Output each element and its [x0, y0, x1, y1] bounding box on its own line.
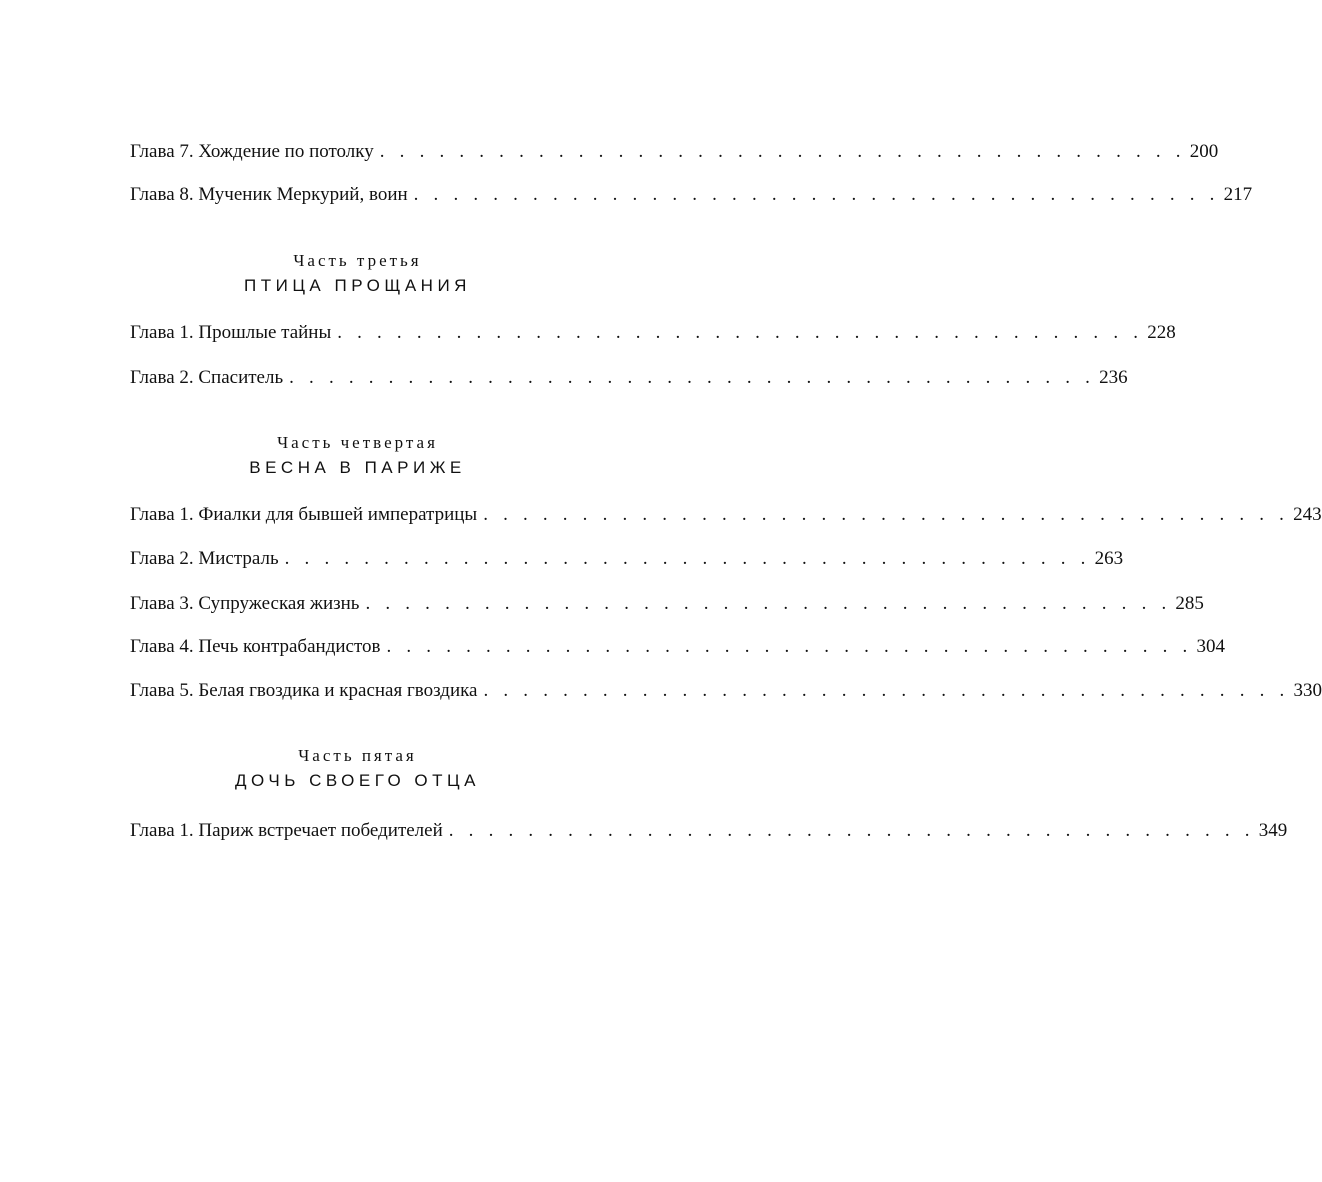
part-label: Часть третья	[293, 251, 422, 270]
toc-entry[interactable]	[130, 180, 1253, 206]
toc-entry[interactable]	[130, 544, 1124, 570]
chapter-title: Глава 4. Печь контрабандистов	[130, 636, 381, 657]
toc-entry[interactable]	[130, 632, 1225, 658]
chapter-title: Глава 5. Белая гвоздика и красная гвоздика	[130, 680, 478, 701]
chapter-title: Глава 1. Париж встречает победителей	[130, 820, 443, 841]
chapter-title: Глава 2. Мистраль	[130, 548, 279, 569]
page-number: 217	[1223, 184, 1253, 205]
page-number: 236	[1099, 367, 1128, 388]
part-title: ВЕСНА В ПАРИЖЕ	[249, 458, 466, 477]
toc-entry[interactable]	[130, 589, 1204, 615]
part-title: ДОЧЬ СВОЕГО ОТЦА	[235, 771, 480, 790]
dot-leader: . . . . . . . . . . . . . . . . . . . . . . . . . . . . . . . . . . . . . . . . .	[289, 367, 1096, 388]
toc-entry[interactable]	[130, 816, 1288, 842]
part-label: Часть пятая	[298, 746, 417, 765]
page-number: 349	[1258, 820, 1288, 841]
dot-leader: . . . . . . . . . . . . . . . . . . . . . . . . . . . . . . . . . . . . . . . . .	[386, 636, 1193, 657]
chapter-title: Глава 1. Прошлые тайны	[130, 322, 332, 343]
part-title: ПТИЦА ПРОЩАНИЯ	[244, 276, 471, 295]
toc-entry[interactable]	[130, 137, 1219, 163]
dot-leader: . . . . . . . . . . . . . . . . . . . . . . . . . . . . . . . . . . . . . . . . .	[284, 548, 1091, 569]
page-number: 285	[1175, 593, 1204, 614]
dot-leader: . . . . . . . . . . . . . . . . . . . . . . . . . . . . . . . . . . . . . . . . .	[448, 820, 1255, 841]
chapter-title: Глава 7. Хождение по потолку	[130, 141, 374, 162]
page-number: 263	[1094, 548, 1124, 569]
page-number: 304	[1196, 636, 1225, 657]
dot-leader: . . . . . . . . . . . . . . . . . . . . . . . . . . . . . . . . . . . . . . . . .	[337, 322, 1144, 343]
chapter-title: Глава 1. Фиалки для бывшей императрицы	[130, 504, 478, 525]
chapter-title: Глава 8. Мученик Меркурий, воин	[130, 184, 408, 205]
part-label: Часть четвертая	[277, 433, 438, 452]
toc-entry[interactable]	[130, 363, 1128, 389]
toc-entry[interactable]	[130, 318, 1176, 344]
dot-leader: . . . . . . . . . . . . . . . . . . . . . . . . . . . . . . . . . . . . . . . . .	[365, 593, 1172, 614]
dot-leader: . . . . . . . . . . . . . . . . . . . . . . . . . . . . . . . . . . . . . . . . .	[483, 504, 1290, 525]
page-number: 228	[1147, 322, 1176, 343]
page-number: 200	[1189, 141, 1219, 162]
dot-leader: . . . . . . . . . . . . . . . . . . . . . . . . . . . . . . . . . . . . . . . . .	[483, 680, 1290, 701]
dot-leader: . . . . . . . . . . . . . . . . . . . . . . . . . . . . . . . . . . . . . . . . .	[379, 141, 1186, 162]
toc-entry[interactable]	[130, 676, 1322, 702]
page-number: 330	[1293, 680, 1322, 701]
page-number: 243	[1293, 504, 1322, 525]
chapter-title: Глава 2. Спаситель	[130, 367, 284, 388]
toc-entry[interactable]	[130, 500, 1322, 526]
dot-leader: . . . . . . . . . . . . . . . . . . . . . . . . . . . . . . . . . . . . . . . . .	[413, 184, 1220, 205]
chapter-title: Глава 3. Супружеская жизнь	[130, 593, 360, 614]
